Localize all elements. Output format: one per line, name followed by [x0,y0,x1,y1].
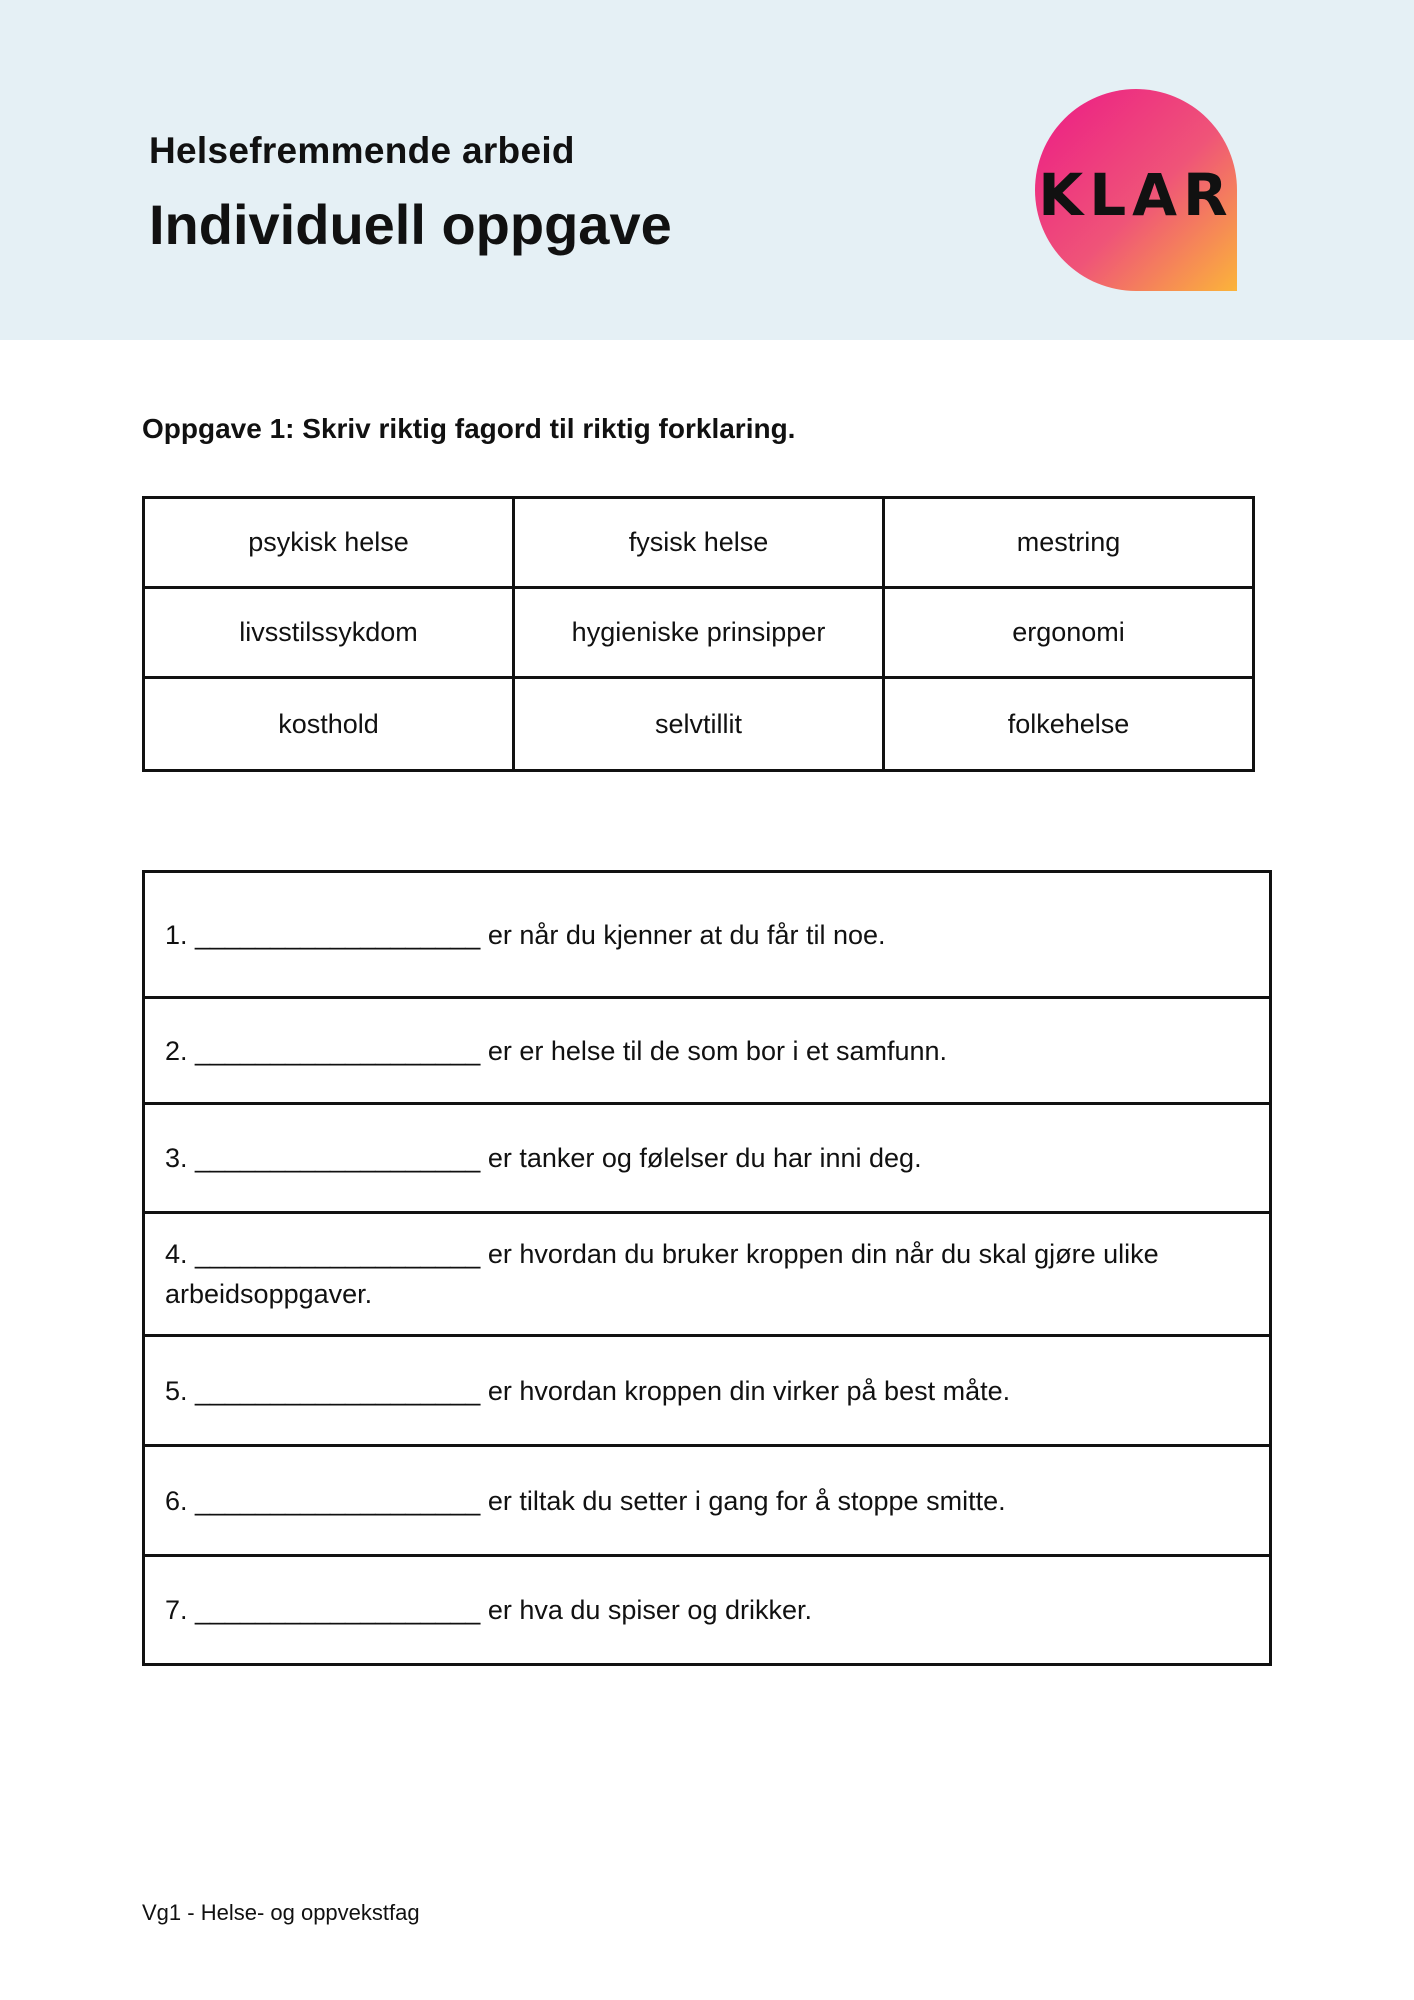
definition-row [144,998,1271,1104]
word-bank-cell: hygieniske prinsipper [514,588,884,678]
definition-item-5: 5. ___________________ er hvordan kroppen din virker på best måte. [144,1336,1271,1446]
definitions-table [142,870,1272,1666]
word-bank-cell: psykisk helse [144,498,514,588]
subject-heading: Helsefremmende arbeid [149,130,575,171]
definition-item-1: 1. ___________________ er når du kjenner at du får til noe. [144,872,1271,998]
definition-item-3: 3. ___________________ er tanker og følelser du har inni deg. [144,1104,1271,1213]
page-title: Individuell oppgave [149,193,672,256]
definition-row [144,872,1271,998]
definition-row [144,1104,1271,1213]
word-bank-cell: ergonomi [884,588,1254,678]
task-heading: Oppgave 1: Skriv riktig fagord til riktig forklaring. [142,413,796,444]
word-bank-cell: kosthold [144,678,514,771]
word-bank-row [144,498,1254,588]
definition-row [144,1446,1271,1556]
definition-row [144,1336,1271,1446]
word-bank-cell: folkehelse [884,678,1254,771]
definition-item-7: 7. ___________________ er hva du spiser og drikker. [144,1556,1271,1665]
word-bank-row [144,678,1254,771]
definition-row [144,1213,1271,1336]
word-bank-cell: livsstilssykdom [144,588,514,678]
definition-item-2: 2. ___________________ er er helse til de som bor i et samfunn. [144,998,1271,1104]
definition-row [144,1556,1271,1665]
klar-logo [1035,89,1237,291]
word-bank-cell: mestring [884,498,1254,588]
logo-text: KLAR [1038,161,1234,229]
word-bank-cell: fysisk helse [514,498,884,588]
footer-text: Vg1 - Helse- og oppvekstfag [142,1900,420,1925]
definition-item-4: 4. ___________________ er hvordan du bruker kroppen din når du skal gjøre ulike arbeidsoppgaver. [144,1213,1271,1336]
word-bank-row [144,588,1254,678]
word-bank-cell: selvtillit [514,678,884,771]
definition-item-6: 6. ___________________ er tiltak du setter i gang for å stoppe smitte. [144,1446,1271,1556]
word-bank-table [142,496,1255,772]
